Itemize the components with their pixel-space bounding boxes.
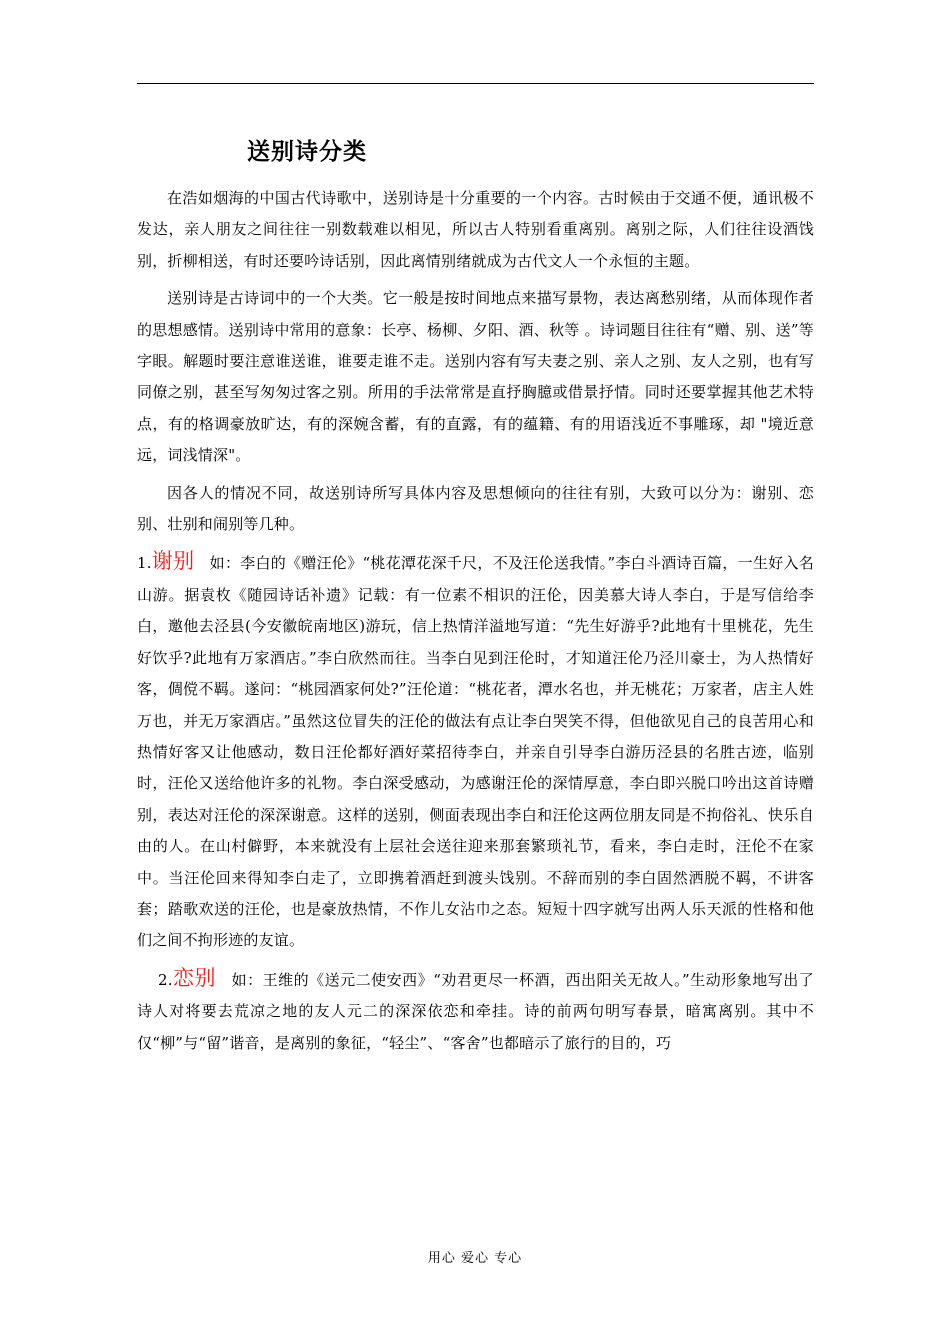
document-body <box>137 183 814 1065</box>
intro-paragraph: 在浩如烟海的中国古代诗歌中，送别诗是十分重要的一个内容。古时候由于交通不便，通讯极不发达，亲人朋友之间往往一别数载难以相见，所以古人特别看重离别。离别之际，人们往往设酒饯别，折柳相送，有时还要吟诗话别，因此离情别绪就成为古代文人一个永恒的主题。 <box>137 189 814 270</box>
section-lianbie <box>137 963 814 1059</box>
classification-paragraph: 因各人的情况不同，故送别诗所写具体内容及思想倾向的往往有别，大致可以分为：谢别、恋别、壮别和闹别等几种。 <box>137 483 814 534</box>
definition-paragraph: 送别诗是古诗词中的一个大类。它一般是按时间地点来描写景物，表达离愁别绪，从而体现作者的思想感情。送别诗中常用的意象：长亭、杨柳、夕阳、酒、秋等 。诗词题目往往有“赠、别、送”等字眼。解题时要注意谁送谁，谁要走谁不走。送别内容有写夫妻之别、亲人之别、友人之别，也有写同僚之别，甚至写匆匆过客之别。所用的手法常常是直抒胸臆或借景抒情。同时还要掌握其他艺术特点，有的格调豪放旷达，有的深婉含蓄，有的直露，有的蕴籍、有的用语浅近不事雕琢，却 "境近意远，词浅情深"。 <box>137 289 814 465</box>
section-xiebie <box>137 546 814 956</box>
page-footer: 用心 爱心 专心 <box>427 1251 523 1266</box>
section-heading-xiebie: 谢别 <box>151 549 195 574</box>
section-text-xiebie: 如：李白的《赠汪伦》“桃花潭花深千尺，不及汪伦送我情。”李白斗酒诗百篇，一生好入名山游。据袁枚《随园诗话补遗》记载：有一位素不相识的汪伦，因美慕大诗人李白，于是写信给李白，邀他去泾县(今安徽皖南地区)游玩，信上热情洋溢地写道：“先生好游乎?此地有十里桃花，先生好饮乎?此地有万家酒店。”李白欣然而往。当李白见到汪伦时，才知道汪伦乃泾川豪士，为人热情好客，倜傥不羁。遂问：“桃园酒家何处?”汪伦道：“桃花者，潭水名也，并无桃花；万家者，店主人姓万也，并无万家酒店。”虽然这位冒失的汪伦的做法有点让李白哭笑不得，但他欲见自己的良苦用心和热情好客又让他感动，数日汪伦都好酒好菜招待李白，并亲自引导李白游历泾县的名胜古迹，临别时，汪伦又送给他许多的礼物。李白深受感动，为感谢汪伦的深情厚意，李白即兴脱口吟出这首诗赠别，表达对汪伦的深深谢意。这样的送别，侧面表现出李白和汪伦这两位朋友同是不拘俗礼、快乐自由的人。在山村僻野，本来就没有上层社会送往迎来那套繁琐礼节，看来，李白走时，汪伦不在家中。当汪伦回来得知李白走了，立即携着酒赶到渡头饯别。不辞而别的李白固然洒脱不羁，不讲客套；踏歌欢送的汪伦，也是豪放热情，不作儿女沾巾之态。短短十四字就写出两人乐天派的性格和他们之间不拘形迹的友谊。 <box>137 554 814 950</box>
section-number: 1. <box>137 554 152 573</box>
page-title: 送别诗分类 <box>247 138 367 165</box>
section-text-lianbie: 如：王维的《送元二使安西》“劝君更尽一杯酒，西出阳关无故人。”生动形象地写出了诗人对将要去荒凉之地的友人元二的深深依恋和牵挂。诗的前两句明写春景，暗寓离别。其中不仅“柳”与“留”谐音，是离别的象征，“轻尘”、“客舍”也都暗示了旅行的目的，巧 <box>137 970 815 1052</box>
section-number: 2. <box>158 970 173 989</box>
section-heading-lianbie: 恋别 <box>172 965 217 990</box>
header-rule <box>137 83 814 84</box>
